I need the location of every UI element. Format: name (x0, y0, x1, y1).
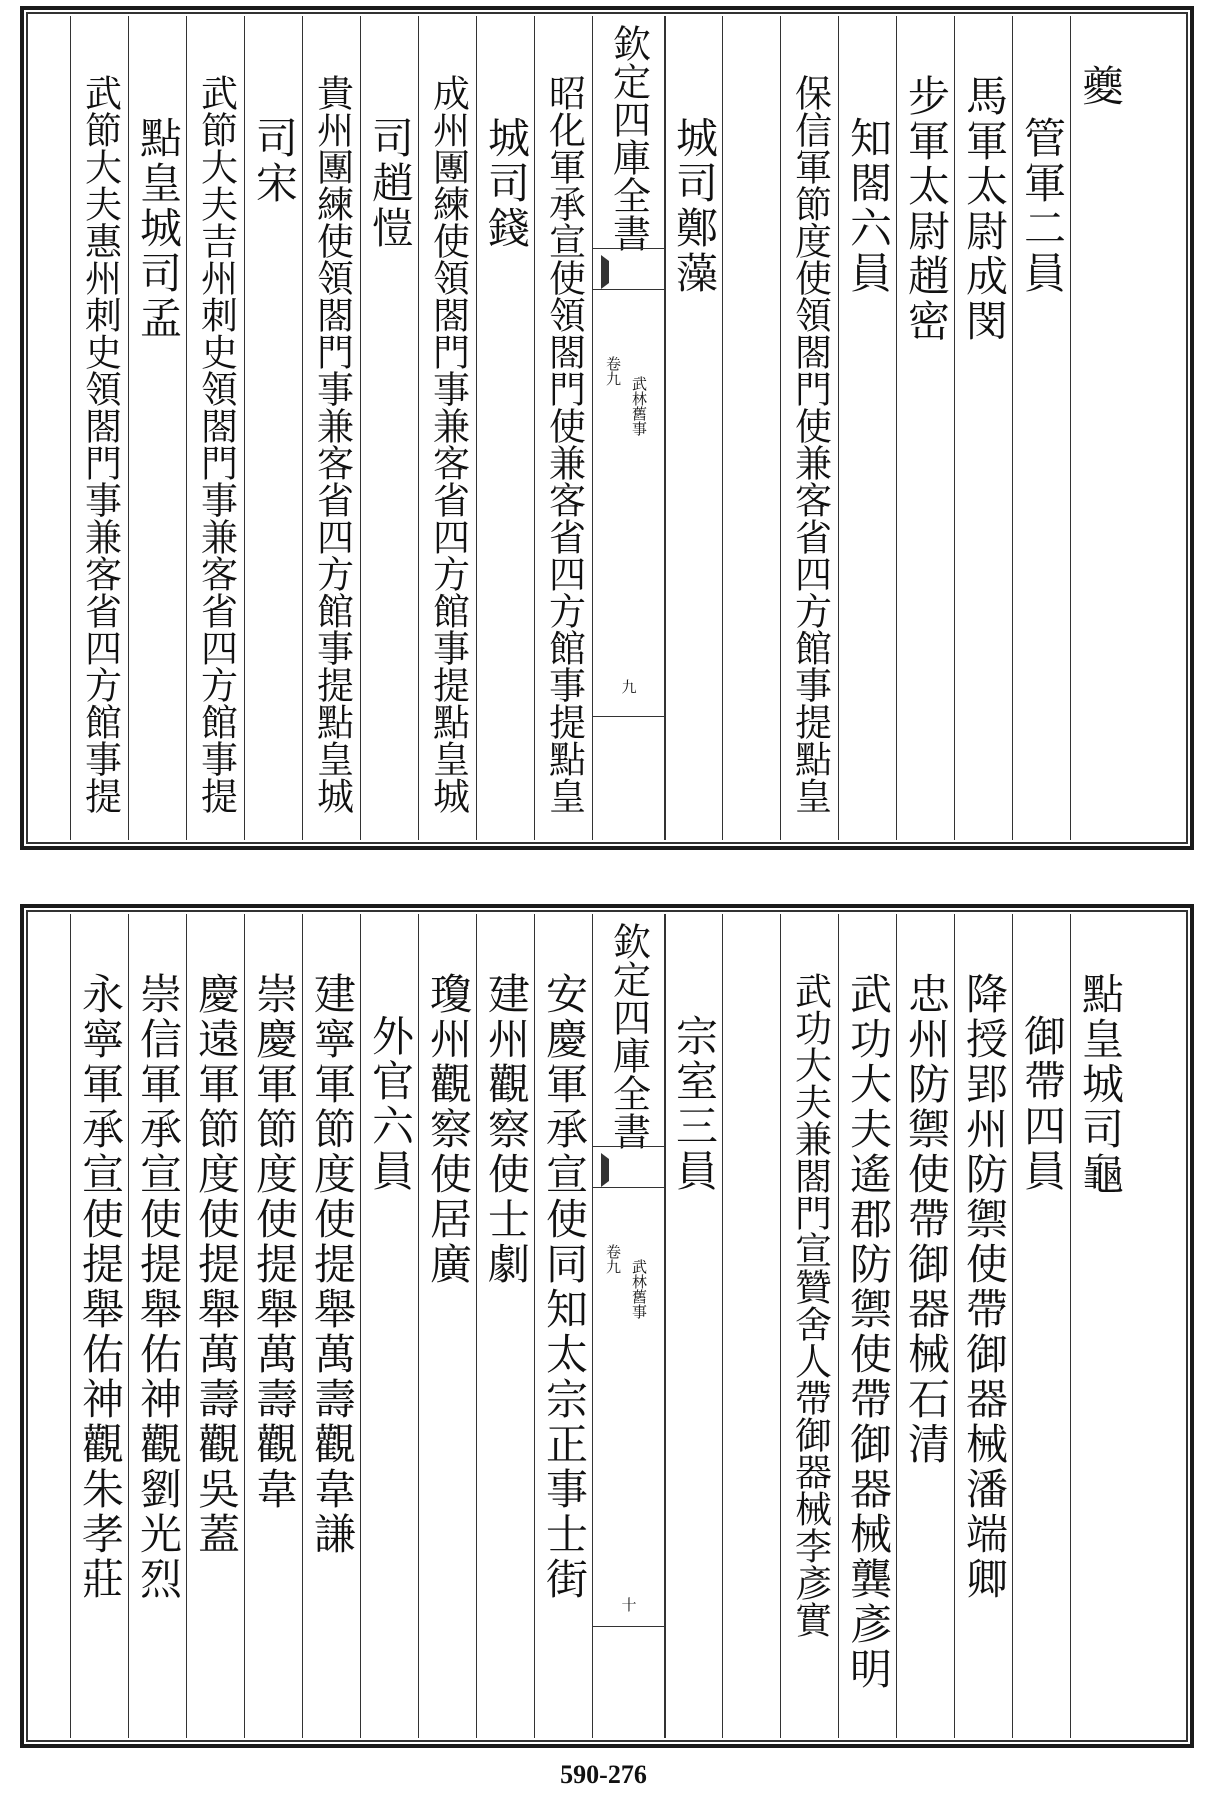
page-number: 590-276 (560, 1760, 647, 1789)
text-column (418, 16, 477, 840)
text-column (244, 16, 303, 840)
column-text: 貴州團練使領閤門事兼客省四方館事提點皇城 (310, 74, 354, 814)
fish-tail-ornament (593, 248, 665, 290)
book-title: 欽定四庫全書 (606, 922, 651, 1150)
column-text: 建寧軍節度使提舉萬壽觀韋謙 (308, 972, 357, 1557)
column-text: 保信軍節度使領閤門使兼客省四方館事提點皇 (788, 74, 832, 814)
text-column (896, 914, 955, 1738)
text-column (186, 914, 245, 1738)
column-text: 宗室三員 (670, 1014, 719, 1194)
text-column (418, 914, 477, 1738)
column-text: 司趙愷 (366, 116, 415, 251)
text-column (896, 16, 955, 840)
text-column (838, 16, 897, 840)
text-column (664, 914, 723, 1738)
column-text: 崇信軍承宣使提舉佑神觀劉光烈 (134, 972, 183, 1602)
column-text: 永寧軍承宣使提舉佑神觀朱孝莊 (76, 972, 125, 1602)
column-text: 管軍二員 (1018, 116, 1067, 296)
column-text: 昭化軍承宣使領閤門使兼客省四方館事提點皇 (542, 74, 586, 814)
folio-number: 九 (621, 678, 637, 696)
column-text: 武功大夫兼閤門宣贊舍人帶御器械李彥實 (788, 972, 832, 1638)
text-column (780, 914, 839, 1738)
center-spine (592, 16, 666, 840)
spine-divider (593, 716, 665, 718)
text-column (954, 16, 1013, 840)
text-column (1070, 16, 1129, 840)
fish-tail-ornament (593, 1146, 665, 1188)
text-column (722, 914, 781, 1738)
volume-label: 卷九 (604, 1244, 622, 1274)
text-column (186, 16, 245, 840)
column-text: 知閤六員 (844, 116, 893, 296)
column-text: 崇慶軍節度使提舉萬壽觀韋 (250, 972, 299, 1512)
column-text: 成州團練使領閤門事兼客省四方館事提點皇城 (426, 74, 470, 814)
column-text: 外官六員 (366, 1014, 415, 1194)
text-column (1070, 914, 1129, 1738)
column-text: 城司鄭藻 (670, 116, 719, 296)
column-text: 降授郢州防禦使帶御器械潘端卿 (960, 972, 1009, 1602)
book-title: 欽定四庫全書 (606, 24, 651, 252)
book-subtitle: 武林舊事 (630, 1259, 648, 1319)
column-text: 點皇城司孟 (134, 116, 183, 341)
column-text: 忠州防禦使帶御器械石清 (902, 972, 951, 1467)
top-page (20, 6, 1194, 850)
column-text: 建州觀察使士劇 (482, 972, 531, 1287)
column-text: 步軍太尉趙密 (902, 74, 951, 344)
text-column (360, 16, 419, 840)
text-column (780, 16, 839, 840)
text-column (476, 16, 535, 840)
volume-label: 卷九 (604, 356, 622, 386)
text-column (360, 914, 419, 1738)
column-text: 瓊州觀察使居廣 (424, 972, 473, 1287)
text-column (1012, 16, 1071, 840)
text-column (534, 914, 593, 1738)
column-text: 夔 (1076, 64, 1125, 109)
column-text: 城司錢 (482, 116, 531, 251)
center-spine (592, 914, 666, 1738)
folio-number: 十 (621, 1596, 637, 1614)
column-text: 武功大夫遙郡防禦使帶御器械龔彥明 (844, 972, 893, 1692)
text-column (838, 914, 897, 1738)
column-text: 御帶四員 (1018, 1014, 1067, 1194)
text-column (722, 16, 781, 840)
text-column (128, 914, 187, 1738)
column-text: 安慶軍承宣使同知太宗正事士街 (540, 972, 589, 1602)
column-text: 司宋 (250, 116, 299, 206)
text-column (534, 16, 593, 840)
text-column (70, 914, 129, 1738)
text-column (1012, 914, 1071, 1738)
column-text: 武節大夫吉州刺史領閤門事兼客省四方館事提 (194, 74, 238, 814)
column-text: 慶遠軍節度使提舉萬壽觀吳蓋 (192, 972, 241, 1557)
text-column (244, 914, 303, 1738)
text-column (954, 914, 1013, 1738)
spine-divider (593, 1626, 665, 1628)
bottom-page (20, 904, 1194, 1748)
column-text: 馬軍太尉成閔 (960, 74, 1009, 344)
book-subtitle: 武林舊事 (630, 376, 648, 436)
text-column (70, 16, 129, 840)
column-text: 點皇城司龜 (1076, 972, 1125, 1197)
text-column (302, 914, 361, 1738)
text-column (128, 16, 187, 840)
text-column (302, 16, 361, 840)
text-column (476, 914, 535, 1738)
column-text: 武節大夫惠州刺史領閤門事兼客省四方館事提 (78, 74, 122, 814)
text-column (664, 16, 723, 840)
